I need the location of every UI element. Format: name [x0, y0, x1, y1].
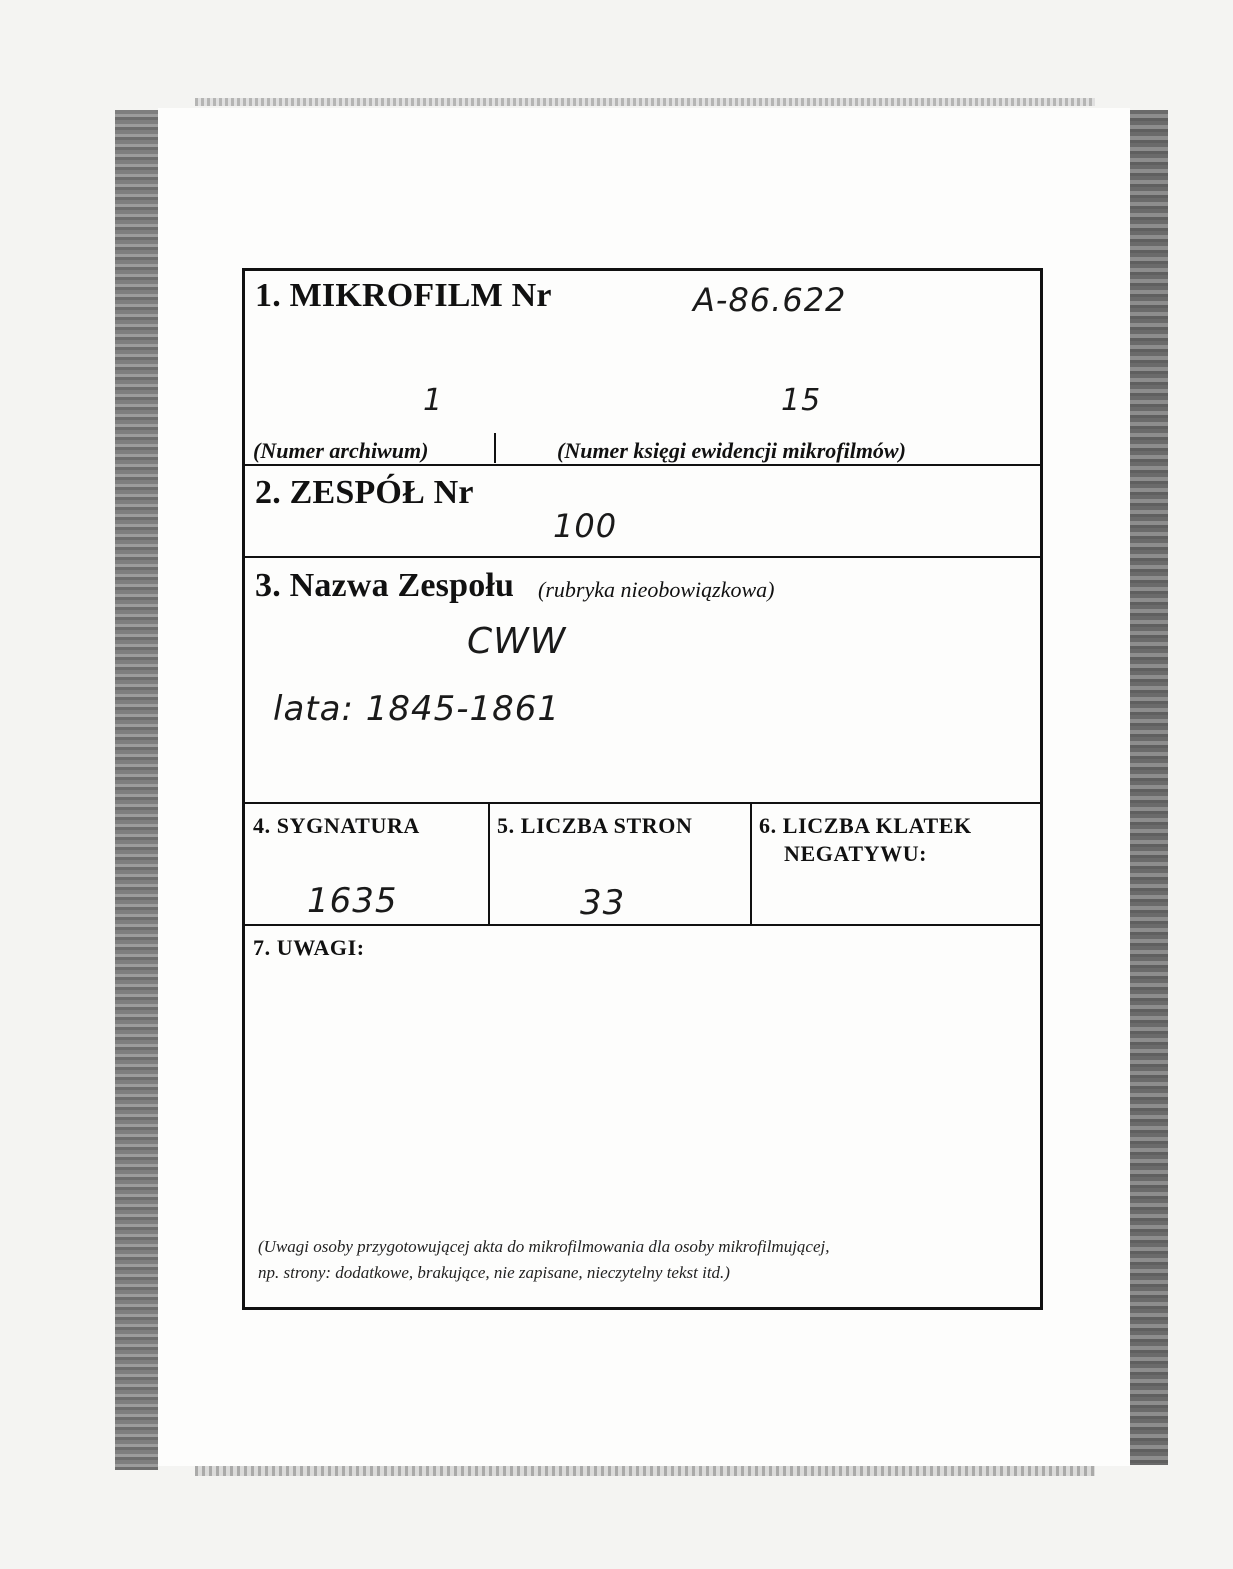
- page-count-label: 5. LICZBA STRON: [497, 813, 693, 838]
- film-edge-right: [1130, 110, 1168, 1465]
- register-number-value: 15: [781, 383, 822, 418]
- column-divider-1: [488, 802, 490, 924]
- column-divider-2: [750, 802, 752, 924]
- divider-3: [245, 802, 1040, 804]
- film-edge-left: [115, 110, 158, 1470]
- negative-frames-label-2: NEGATYWU:: [784, 841, 928, 866]
- signature-value: 1635: [307, 881, 398, 921]
- register-number-label: (Numer księgi ewidencji mikrofilmów): [557, 438, 906, 463]
- fonds-name-value: CWW: [467, 621, 567, 662]
- negative-frames-label: 6. LICZBA KLATEK: [759, 813, 972, 838]
- remarks-note-line-1: (Uwagi osoby przygotowującej akta do mikrofilmowania dla osoby mikrofilmującej,: [258, 1237, 830, 1256]
- remarks-label: 7. UWAGI:: [253, 935, 365, 960]
- fonds-years-value: lata: 1845-1861: [273, 689, 561, 729]
- scan-edge-bottom: [195, 1466, 1095, 1476]
- caption-divider: [494, 433, 496, 463]
- fonds-number-value: 100: [553, 507, 618, 545]
- divider-2: [245, 556, 1040, 558]
- scan-edge-top: [195, 98, 1095, 106]
- fonds-number-label: 2. ZESPÓŁ Nr: [255, 474, 474, 511]
- microfilm-form: [242, 268, 1043, 1310]
- microfilm-number-label: 1. MIKROFILM Nr: [255, 277, 552, 314]
- microfilm-number-value: A-86.622: [693, 281, 847, 319]
- archive-number-value: 1: [423, 383, 444, 418]
- divider-4: [245, 924, 1040, 926]
- divider-1: [245, 464, 1040, 466]
- page-count-value: 33: [580, 883, 626, 923]
- archive-number-label: (Numer archiwum): [253, 438, 429, 463]
- fonds-name-optional-note: (rubryka nieobowiązkowa): [538, 577, 775, 602]
- remarks-note-line-2: np. strony: dodatkowe, brakujące, nie zapisane, nieczytelny tekst itd.): [258, 1263, 730, 1282]
- fonds-name-label: 3. Nazwa Zespołu: [255, 567, 515, 604]
- signature-label: 4. SYGNATURA: [253, 813, 420, 838]
